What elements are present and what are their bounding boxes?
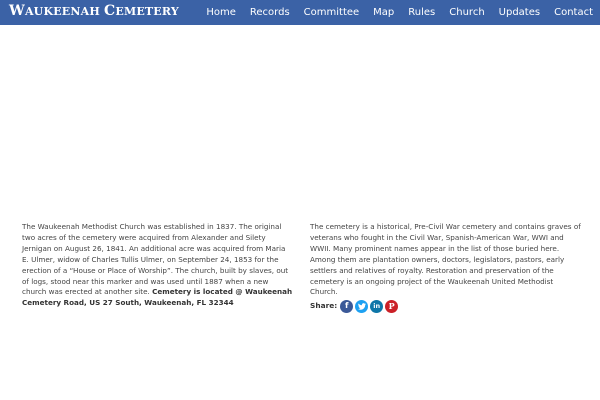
brand-initial-w: W [9,3,25,19]
brand-rest-waukeenah: AUKEENAH [24,5,105,18]
main-nav [199,0,600,25]
about-text: The cemetery is a historical, Pre-Civil War cemetery and contains graves of veterans who fought in the Civil War, Spanish-American War, WWI and WWII. Many prominent names appear in the list of those buried here. Among them are plantation owners, doctors, legislators, pastors, early settlers and relatives of royalty. Restoration and preservation of the cemetery is an ongoing project of the Waukeenah United Methodist Church. [310,222,581,297]
nav-committee[interactable]: Committee [303,7,360,18]
share-bar [310,300,582,313]
brand-initial-c: C [104,3,116,19]
pinterest-icon[interactable]: P [385,300,398,313]
nav-map[interactable]: Map [373,7,395,18]
nav-records[interactable]: Records [249,7,290,18]
nav-contact[interactable]: Contact [554,7,593,18]
nav-updates[interactable]: Updates [498,7,541,18]
nav-home[interactable]: Home [206,7,236,18]
about-column [310,222,582,313]
history-column [22,222,294,313]
share-label: Share: [310,301,338,311]
linkedin-icon[interactable]: in [370,300,383,313]
main-content [22,222,582,313]
top-navbar [0,0,600,25]
location-text: Cemetery is located @ Waukeenah Cemetery Road, US 27 South, Waukeenah, FL 32344 [22,287,293,308]
brand-rest-cemetery: EMETERY [115,5,179,18]
nav-church[interactable]: Church [449,7,485,18]
twitter-icon[interactable] [355,300,368,313]
nav-rules[interactable]: Rules [408,7,436,18]
history-text: The Waukeenah Methodist Church was established in 1837. The original two acres of the cemetery were acquired from Alexander and Silety Jernigan on August 26, 1841. An additional acre was acquired from Maria E. Ulmer, widow of Charles Tullis Ulmer, on September 24, 1853 for the erection of a “House or Place of Worship”. The church, built by slaves, out of logs, stood near this marker and was used until 1887 when a new church was erected at another site. [22,222,289,297]
facebook-icon[interactable]: f [340,300,353,313]
site-logo-title[interactable] [9,3,179,19]
